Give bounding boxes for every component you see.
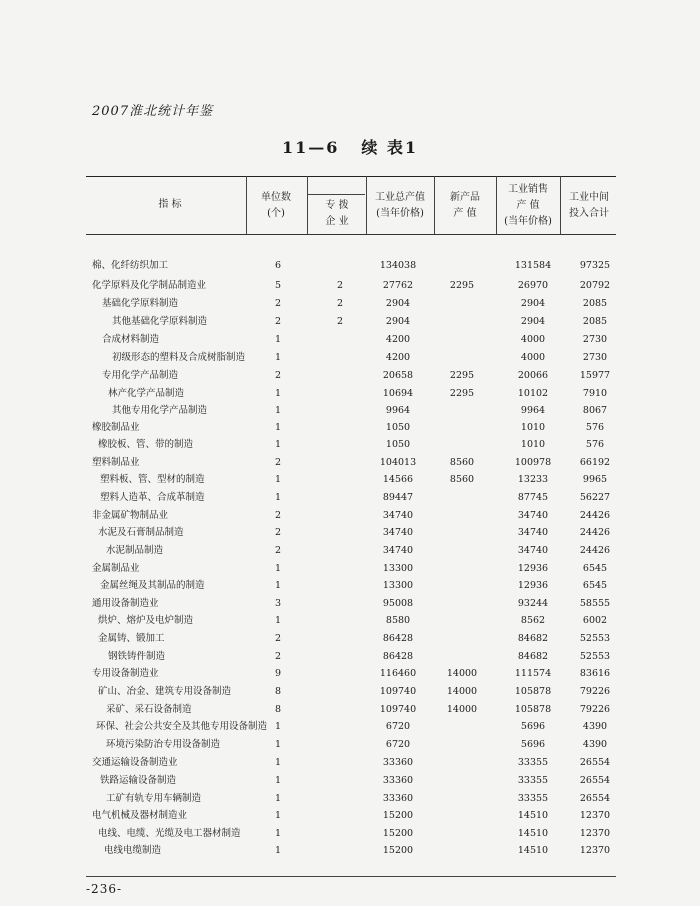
cell-output: 2904 bbox=[385, 298, 411, 309]
cell-units: 2 bbox=[274, 298, 282, 309]
cell-input: 8067 bbox=[582, 405, 608, 416]
cell-output: 86428 bbox=[382, 651, 414, 662]
table-row bbox=[0, 368, 700, 384]
cell-input: 6545 bbox=[582, 580, 608, 591]
table-row bbox=[0, 403, 700, 419]
row-indicator: 烘炉、熔炉及电炉制造 bbox=[98, 615, 194, 626]
cell-output: 1050 bbox=[385, 422, 411, 433]
cell-output: 33360 bbox=[382, 775, 414, 786]
cell-output: 116460 bbox=[379, 668, 417, 679]
cell-output: 15200 bbox=[382, 845, 414, 856]
table-row bbox=[0, 649, 700, 665]
cell-output: 109740 bbox=[379, 704, 417, 715]
row-indicator: 钢铁铸件制造 bbox=[108, 651, 166, 662]
row-indicator: 环保、社会公共安全及其他专用设备制造 bbox=[96, 721, 268, 732]
header-sales-sub: 产 值 bbox=[516, 200, 540, 211]
header-new-product: 新产品 bbox=[450, 192, 480, 203]
table-row bbox=[0, 490, 700, 506]
table-row bbox=[0, 666, 700, 682]
cell-units: 1 bbox=[274, 721, 282, 732]
row-indicator: 电线、电缆、光缆及电工器材制造 bbox=[98, 828, 241, 839]
cell-units: 1 bbox=[274, 388, 282, 399]
cell-sales: 84682 bbox=[517, 633, 549, 644]
table-row bbox=[0, 737, 700, 753]
table-row bbox=[0, 719, 700, 735]
cell-sales: 93244 bbox=[517, 598, 549, 609]
header-new-product-sub: 产 值 bbox=[453, 208, 477, 219]
cell-input: 26554 bbox=[579, 775, 611, 786]
cell-units: 6 bbox=[274, 260, 282, 271]
cell-input: 52553 bbox=[579, 651, 611, 662]
table-row bbox=[0, 596, 700, 612]
cell-input: 26554 bbox=[579, 757, 611, 768]
cell-sales: 12936 bbox=[517, 580, 549, 591]
cell-input: 97325 bbox=[579, 260, 611, 271]
table-row bbox=[0, 350, 700, 366]
cell-units: 1 bbox=[274, 793, 282, 804]
cell-sales: 1010 bbox=[520, 439, 546, 450]
cell-output: 15200 bbox=[382, 810, 414, 821]
row-indicator: 金属丝绳及其制品的制造 bbox=[100, 580, 205, 591]
cell-input: 6002 bbox=[582, 615, 608, 626]
row-indicator: 水泥及石膏制品制造 bbox=[98, 527, 184, 538]
cell-output: 134038 bbox=[379, 260, 417, 271]
cell-new: 2295 bbox=[449, 388, 475, 399]
row-indicator: 非金属矿物制品业 bbox=[92, 510, 169, 521]
row-indicator: 矿山、冶金、建筑专用设备制造 bbox=[98, 686, 232, 697]
cell-output: 95008 bbox=[382, 598, 414, 609]
cell-output: 86428 bbox=[382, 633, 414, 644]
row-indicator: 基础化学原料制造 bbox=[102, 298, 179, 309]
cell-sales: 2904 bbox=[520, 316, 546, 327]
cell-units: 1 bbox=[274, 828, 282, 839]
column-divider bbox=[307, 176, 308, 234]
cell-new: 14000 bbox=[446, 686, 478, 697]
row-indicator: 橡胶制品业 bbox=[92, 422, 140, 433]
cell-sales: 100978 bbox=[514, 457, 552, 468]
cell-units: 1 bbox=[274, 334, 282, 345]
cell-input: 9965 bbox=[582, 474, 608, 485]
cell-input: 58555 bbox=[579, 598, 611, 609]
table-title bbox=[0, 135, 700, 158]
cell-input: 12370 bbox=[579, 845, 611, 856]
cell-sales: 20066 bbox=[517, 370, 549, 381]
cell-monopoly: 2 bbox=[336, 280, 344, 291]
cell-input: 26554 bbox=[579, 793, 611, 804]
cell-units: 2 bbox=[274, 457, 282, 468]
cell-output: 13300 bbox=[382, 563, 414, 574]
cell-output: 9964 bbox=[385, 405, 411, 416]
cell-sales: 5696 bbox=[520, 739, 546, 750]
row-indicator: 采矿、采石设备制造 bbox=[106, 704, 192, 715]
cell-new: 8560 bbox=[449, 457, 475, 468]
cell-units: 1 bbox=[274, 474, 282, 485]
cell-input: 2730 bbox=[582, 352, 608, 363]
cell-sales: 2904 bbox=[520, 298, 546, 309]
table-top-rule bbox=[86, 176, 616, 177]
cell-output: 1050 bbox=[385, 439, 411, 450]
table-caption: 续 表1 bbox=[361, 138, 419, 157]
cell-input: 2730 bbox=[582, 334, 608, 345]
cell-input: 6545 bbox=[582, 563, 608, 574]
cell-sales: 12936 bbox=[517, 563, 549, 574]
table-row bbox=[0, 278, 700, 294]
cell-units: 2 bbox=[274, 633, 282, 644]
page-bottom-rule bbox=[86, 876, 616, 877]
cell-input: 2085 bbox=[582, 298, 608, 309]
header-output-sub: (当年价格) bbox=[376, 208, 424, 219]
row-indicator: 交通运输设备制造业 bbox=[92, 757, 178, 768]
cell-input: 576 bbox=[585, 422, 605, 433]
table-row bbox=[0, 508, 700, 524]
cell-units: 8 bbox=[274, 704, 282, 715]
cell-sales: 13233 bbox=[517, 474, 549, 485]
cell-input: 56227 bbox=[579, 492, 611, 503]
cell-new: 2295 bbox=[449, 280, 475, 291]
cell-input: 79226 bbox=[579, 686, 611, 697]
cell-units: 1 bbox=[274, 422, 282, 433]
cell-units: 2 bbox=[274, 370, 282, 381]
row-indicator: 塑料板、管、型材的制造 bbox=[100, 474, 205, 485]
row-indicator: 金属铸、锻加工 bbox=[98, 633, 165, 644]
row-indicator: 电线电缆制造 bbox=[104, 845, 162, 856]
cell-sales: 34740 bbox=[517, 527, 549, 538]
cell-sales: 14510 bbox=[517, 828, 549, 839]
cell-output: 2904 bbox=[385, 316, 411, 327]
row-indicator: 初级形态的塑料及合成树脂制造 bbox=[112, 352, 246, 363]
cell-sales: 14510 bbox=[517, 810, 549, 821]
cell-units: 9 bbox=[274, 668, 282, 679]
cell-output: 109740 bbox=[379, 686, 417, 697]
cell-sales: 5696 bbox=[520, 721, 546, 732]
cell-monopoly: 2 bbox=[336, 316, 344, 327]
cell-output: 8580 bbox=[385, 615, 411, 626]
cell-sales: 10102 bbox=[517, 388, 549, 399]
cell-units: 2 bbox=[274, 510, 282, 521]
row-indicator: 环境污染防治专用设备制造 bbox=[106, 739, 221, 750]
row-indicator: 林产化学产品制造 bbox=[108, 388, 185, 399]
cell-output: 33360 bbox=[382, 793, 414, 804]
table-row bbox=[0, 773, 700, 789]
cell-sales: 33355 bbox=[517, 793, 549, 804]
table-row bbox=[0, 843, 700, 859]
cell-input: 66192 bbox=[579, 457, 611, 468]
row-indicator: 专用化学产品制造 bbox=[102, 370, 179, 381]
header-indicator: 指 标 bbox=[158, 199, 182, 210]
cell-units: 8 bbox=[274, 686, 282, 697]
column-divider bbox=[366, 176, 367, 234]
cell-sales: 84682 bbox=[517, 651, 549, 662]
table-row bbox=[0, 455, 700, 471]
row-indicator: 塑料人造革、合成革制造 bbox=[100, 492, 205, 503]
cell-sales: 4000 bbox=[520, 352, 546, 363]
cell-input: 7910 bbox=[582, 388, 608, 399]
cell-units: 2 bbox=[274, 545, 282, 556]
cell-input: 20792 bbox=[579, 280, 611, 291]
cell-input: 24426 bbox=[579, 510, 611, 521]
cell-units: 1 bbox=[274, 615, 282, 626]
header-output: 工业总产值 bbox=[375, 192, 425, 203]
cell-output: 34740 bbox=[382, 527, 414, 538]
header-sales-sub2: (当年价格) bbox=[504, 216, 552, 227]
cell-input: 4390 bbox=[582, 721, 608, 732]
table-row bbox=[0, 314, 700, 330]
cell-output: 6720 bbox=[385, 739, 411, 750]
cell-input: 79226 bbox=[579, 704, 611, 715]
cell-input: 24426 bbox=[579, 545, 611, 556]
subcolumn-rule bbox=[307, 194, 365, 195]
cell-input: 12370 bbox=[579, 828, 611, 839]
table-row bbox=[0, 561, 700, 577]
row-indicator: 棉、化纤纺织加工 bbox=[92, 260, 169, 271]
cell-new: 2295 bbox=[449, 370, 475, 381]
cell-units: 1 bbox=[274, 810, 282, 821]
cell-sales: 1010 bbox=[520, 422, 546, 433]
cell-new: 14000 bbox=[446, 668, 478, 679]
table-row bbox=[0, 684, 700, 700]
table-row bbox=[0, 386, 700, 402]
column-divider bbox=[496, 176, 497, 234]
cell-units: 2 bbox=[274, 316, 282, 327]
header-monopoly-sub: 企 业 bbox=[325, 216, 349, 227]
cell-units: 2 bbox=[274, 527, 282, 538]
row-indicator: 金属制品业 bbox=[92, 563, 140, 574]
page-number: -236- bbox=[86, 882, 123, 896]
cell-sales: 33355 bbox=[517, 775, 549, 786]
cell-output: 4200 bbox=[385, 352, 411, 363]
cell-input: 15977 bbox=[579, 370, 611, 381]
cell-new: 8560 bbox=[449, 474, 475, 485]
cell-sales: 131584 bbox=[514, 260, 552, 271]
cell-sales: 105878 bbox=[514, 686, 552, 697]
cell-output: 34740 bbox=[382, 510, 414, 521]
table-row bbox=[0, 826, 700, 842]
cell-input: 4390 bbox=[582, 739, 608, 750]
cell-output: 14566 bbox=[382, 474, 414, 485]
row-indicator: 合成材料制造 bbox=[102, 334, 160, 345]
cell-input: 24426 bbox=[579, 527, 611, 538]
cell-output: 34740 bbox=[382, 545, 414, 556]
cell-units: 1 bbox=[274, 739, 282, 750]
row-indicator: 专用设备制造业 bbox=[92, 668, 159, 679]
table-row bbox=[0, 472, 700, 488]
table-row bbox=[0, 525, 700, 541]
table-row bbox=[0, 332, 700, 348]
row-indicator: 化学原料及化学制品制造业 bbox=[92, 280, 207, 291]
row-indicator: 其他专用化学产品制造 bbox=[112, 405, 208, 416]
cell-input: 2085 bbox=[582, 316, 608, 327]
cell-units: 1 bbox=[274, 845, 282, 856]
cell-units: 2 bbox=[274, 651, 282, 662]
cell-sales: 111574 bbox=[514, 668, 552, 679]
row-indicator: 电气机械及器材制造业 bbox=[92, 810, 188, 821]
cell-sales: 26970 bbox=[517, 280, 549, 291]
cell-output: 4200 bbox=[385, 334, 411, 345]
table-header-rule bbox=[86, 234, 616, 235]
table-row bbox=[0, 702, 700, 718]
header-monopoly: 专 拨 bbox=[325, 200, 349, 211]
column-divider bbox=[246, 176, 247, 234]
cell-sales: 105878 bbox=[514, 704, 552, 715]
row-indicator: 塑料制品业 bbox=[92, 457, 140, 468]
cell-units: 1 bbox=[274, 580, 282, 591]
cell-sales: 87745 bbox=[517, 492, 549, 503]
cell-input: 52553 bbox=[579, 633, 611, 644]
cell-sales: 14510 bbox=[517, 845, 549, 856]
cell-sales: 9964 bbox=[520, 405, 546, 416]
cell-output: 20658 bbox=[382, 370, 414, 381]
cell-units: 1 bbox=[274, 405, 282, 416]
table-row bbox=[0, 755, 700, 771]
table-row bbox=[0, 808, 700, 824]
cell-units: 1 bbox=[274, 563, 282, 574]
cell-output: 15200 bbox=[382, 828, 414, 839]
header-sales: 工业销售 bbox=[508, 184, 548, 195]
table-row bbox=[0, 420, 700, 436]
table-number: 11—6 bbox=[281, 138, 340, 157]
cell-output: 89447 bbox=[382, 492, 414, 503]
header-units-unit: (个) bbox=[267, 208, 285, 219]
table-row bbox=[0, 543, 700, 559]
table-row bbox=[0, 578, 700, 594]
cell-input: 576 bbox=[585, 439, 605, 450]
cell-units: 1 bbox=[274, 492, 282, 503]
column-divider bbox=[434, 176, 435, 234]
row-indicator: 其他基础化学原料制造 bbox=[112, 316, 208, 327]
cell-units: 5 bbox=[274, 280, 282, 291]
cell-output: 27762 bbox=[382, 280, 414, 291]
header-units: 单位数 bbox=[261, 192, 291, 203]
cell-units: 1 bbox=[274, 757, 282, 768]
header-input: 工业中间 bbox=[569, 192, 609, 203]
cell-output: 13300 bbox=[382, 580, 414, 591]
row-indicator: 铁路运输设备制造 bbox=[100, 775, 177, 786]
cell-input: 12370 bbox=[579, 810, 611, 821]
yearbook-header: 2007淮北统计年鉴 bbox=[92, 104, 214, 119]
table-row bbox=[0, 296, 700, 312]
cell-output: 10694 bbox=[382, 388, 414, 399]
cell-units: 1 bbox=[274, 352, 282, 363]
cell-monopoly: 2 bbox=[336, 298, 344, 309]
row-indicator: 水泥制品制造 bbox=[106, 545, 164, 556]
row-indicator: 工矿有轨专用车辆制造 bbox=[106, 793, 202, 804]
cell-units: 1 bbox=[274, 439, 282, 450]
cell-input: 83616 bbox=[579, 668, 611, 679]
table-row bbox=[0, 631, 700, 647]
cell-sales: 34740 bbox=[517, 510, 549, 521]
cell-new: 14000 bbox=[446, 704, 478, 715]
table-row bbox=[0, 791, 700, 807]
column-divider bbox=[560, 176, 561, 234]
table-row bbox=[0, 613, 700, 629]
header-input-sub: 投入合计 bbox=[569, 208, 609, 219]
row-indicator: 橡胶板、管、带的制造 bbox=[98, 439, 194, 450]
cell-sales: 4000 bbox=[520, 334, 546, 345]
row-indicator: 通用设备制造业 bbox=[92, 598, 159, 609]
cell-units: 3 bbox=[274, 598, 282, 609]
cell-output: 33360 bbox=[382, 757, 414, 768]
table-row bbox=[0, 437, 700, 453]
cell-sales: 8562 bbox=[520, 615, 546, 626]
cell-sales: 34740 bbox=[517, 545, 549, 556]
cell-units: 1 bbox=[274, 775, 282, 786]
cell-sales: 33355 bbox=[517, 757, 549, 768]
cell-output: 104013 bbox=[379, 457, 417, 468]
cell-output: 6720 bbox=[385, 721, 411, 732]
table-row bbox=[0, 258, 700, 274]
